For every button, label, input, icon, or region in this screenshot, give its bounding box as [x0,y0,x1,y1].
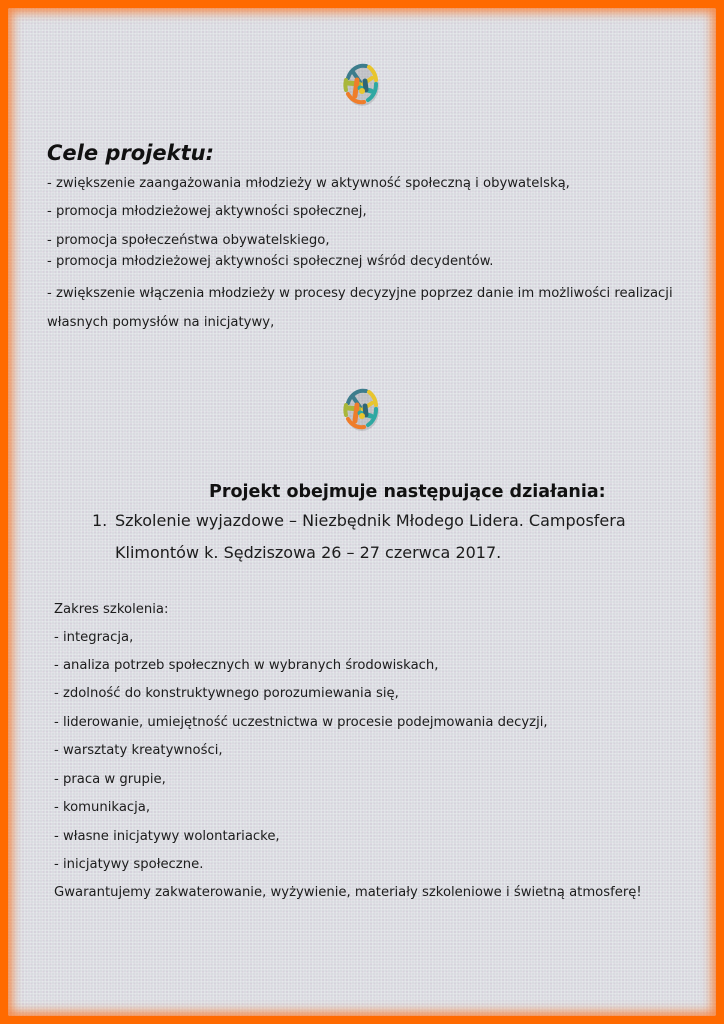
goal-item: - zwiększenie włączenia młodzieży w procesy decyzyjne poprzez danie im możliwości realizacji [47,286,673,301]
training-item: - liderowanie, umiejętność uczestnictwa w procesie podejmowania decyzji, [54,715,548,730]
goal-item: - zwiększenie zaangażowania młodzieży w aktywność społeczną i obywatelską, [47,176,570,191]
training-item: - warsztaty kreatywności, [54,743,223,758]
training-item: - inicjatywy społeczne. [54,857,204,872]
list-number: 1. [92,511,108,530]
activities-heading: Projekt obejmuje następujące działania: [209,482,606,502]
training-closing: Gwarantujemy zakwaterowanie, wyżywienie, materiały szkoleniowe i świetną atmosferę! [54,885,642,900]
training-item: - integracja, [54,630,134,645]
training-label: Zakres szkolenia: [54,602,169,617]
training-item: - analiza potrzeb społecznych w wybranych środowiskach, [54,658,439,673]
goals-title: Cele projektu: [47,141,215,165]
colorful-wheel-logo-icon [338,383,384,435]
activity-item-line: Szkolenie wyjazdowe – Niezbędnik Młodego Lidera. Camposfera [115,511,626,530]
training-item: - komunikacja, [54,800,151,815]
goal-item: - promocja społeczeństwa obywatelskiego, [47,233,330,248]
colorful-wheel-logo-icon [338,58,384,110]
training-item: - praca w grupie, [54,772,166,787]
goal-item: własnych pomysłów na inicjatywy, [47,315,275,330]
activity-item-line: Klimontów k. Sędziszowa 26 – 27 czerwca 2017. [115,543,502,562]
goal-item: - promocja młodzieżowej aktywności społecznej, [47,204,367,219]
training-item: - własne inicjatywy wolontariacke, [54,829,280,844]
goal-item: - promocja młodzieżowej aktywności społecznej wśród decydentów. [47,254,494,269]
document-page [8,8,716,1016]
training-item: - zdolność do konstruktywnego porozumiewania się, [54,686,399,701]
